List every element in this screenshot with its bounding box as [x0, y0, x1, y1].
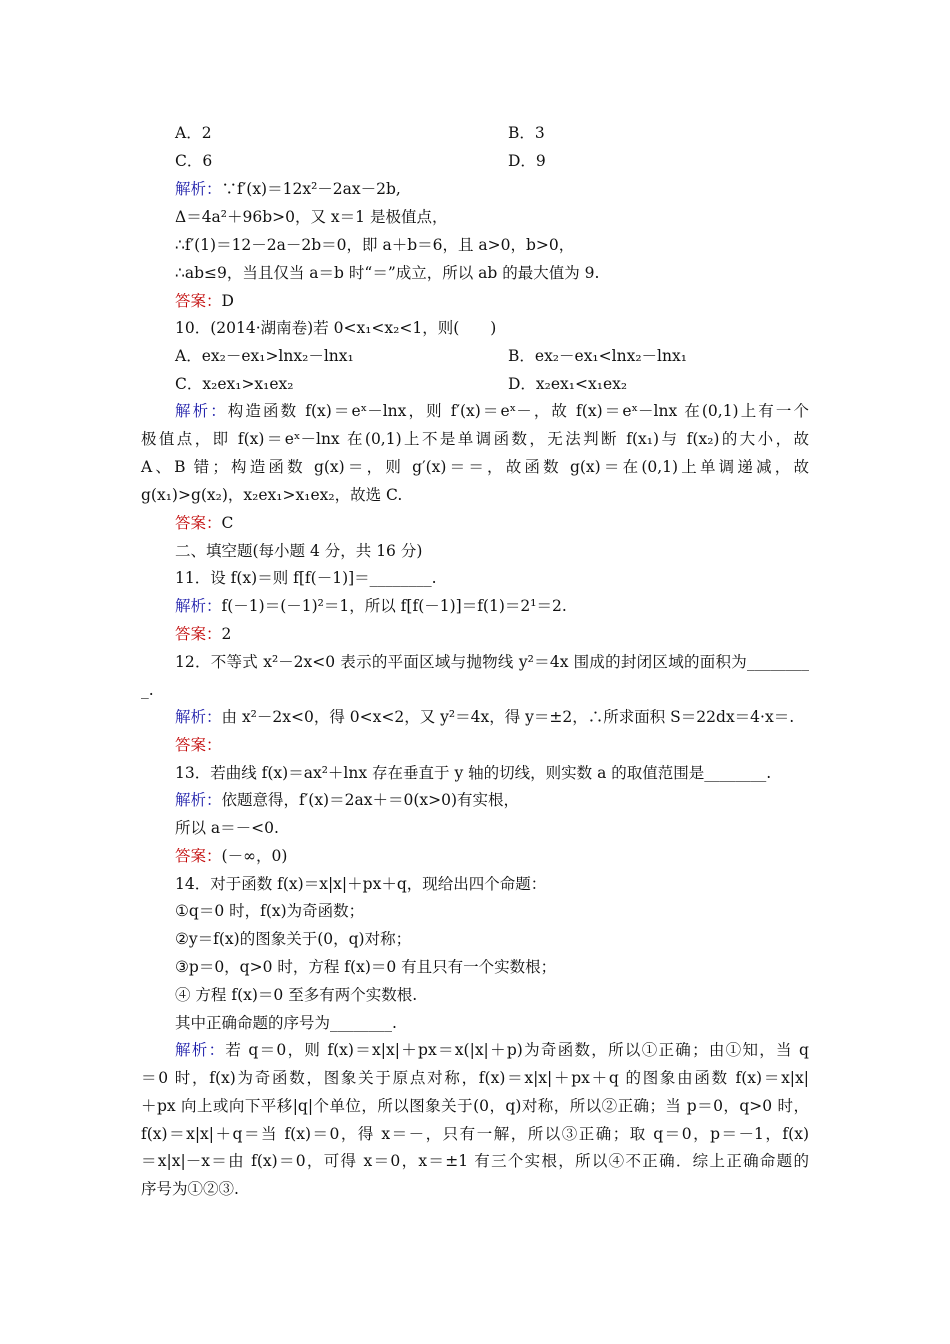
q14-proposition: ①q＝0 时，f(x)为奇函数；	[175, 902, 365, 920]
q10-stem: 10．(2014·湖南卷)若 0<x₁<x₂<1，则( )	[175, 319, 497, 337]
answer-label: 答案：	[175, 625, 222, 643]
q10-analysis-line: 解析：构造函数 f(x)＝eˣ－lnx，则 f′(x)＝eˣ－，故 f(x)＝eˣ－lnx 在(0,1)上有一个	[175, 402, 809, 420]
q14-ask: 其中正确命题的序号为________.	[175, 1014, 397, 1032]
q9-option-a: A．2	[175, 124, 212, 142]
q13-stem: 13．若曲线 f(x)＝ax²＋lnx 存在垂直于 y 轴的切线，则实数 a 的取值范围是________.	[175, 764, 772, 782]
analysis-label: 解析：	[175, 791, 222, 809]
q11-answer: 答案：2	[175, 625, 232, 643]
q9-analysis-line: ∴f′(1)＝12－2a－2b＝0，即 a＋b＝6，且 a>0，b>0，	[175, 236, 575, 254]
q12-answer	[175, 735, 222, 755]
answer-label: 答案：	[175, 292, 222, 310]
q10-option-a: A．ex₂－ex₁>lnx₂－lnx₁	[175, 347, 354, 365]
analysis-label: 解析：	[175, 402, 228, 420]
q14-analysis-line: 序号为①②③.	[141, 1180, 239, 1198]
answer-label: 答案：	[175, 847, 222, 865]
q10-analysis-line: 极值点，即 f(x)＝eˣ－lnx 在(0,1)上不是单调函数，无法判断 f(x₁)与 f(x₂)的大小，故	[141, 430, 809, 448]
q14-proposition: ③p＝0，q>0 时，方程 f(x)＝0 有且只有一个实数根；	[175, 958, 557, 976]
q12-analysis: 解析：由 x²－2x<0，得 0<x<2，又 y²＝4x，得 y＝±2，∴所求面积 S＝22dx＝4·x＝.	[175, 708, 795, 726]
q10-analysis-line: g(x₁)>g(x₂)，x₂ex₁>x₁ex₂，故选 C.	[141, 486, 403, 504]
q9-analysis-line: ∴ab≤9，当且仅当 a＝b 时“＝”成立，所以 ab 的最大值为 9.	[175, 264, 600, 282]
q13-answer: 答案：(－∞，0)	[175, 847, 288, 865]
q9-analysis-line: Δ＝4a²＋96b>0，又 x＝1 是极值点，	[175, 208, 448, 226]
section-heading: 二、填空题(每小题 4 分，共 16 分)	[175, 542, 423, 560]
q10-option-b: B．ex₂－ex₁<lnx₂－lnx₁	[508, 347, 687, 365]
q14-proposition: ②y＝f(x)的图象关于(0，q)对称；	[175, 930, 412, 948]
q9-option-c: C．6	[175, 152, 213, 170]
analysis-label: 解析：	[175, 180, 222, 198]
q10-option-c: C．x₂ex₁>x₁ex₂	[175, 375, 294, 393]
q13-analysis: 解析：依题意得，f′(x)＝2ax＋＝0(x>0)有实根，	[175, 791, 519, 809]
q11-stem: 11．设 f(x)＝则 f[f(－1)]＝________.	[175, 569, 437, 587]
q9-option-b: B．3	[508, 124, 545, 142]
q14-stem: 14．对于函数 f(x)＝x|x|＋px＋q，现给出四个命题：	[175, 875, 547, 893]
answer-label: 答案：	[175, 514, 222, 532]
q14-analysis-line: ＝0 时，f(x)为奇函数，图象关于原点对称，f(x)＝x|x|＋px＋q 的图象由函数 f(x)＝x|x|	[141, 1069, 809, 1087]
q9-answer: 答案：D	[175, 292, 234, 310]
q14-analysis-line: 解析：若 q＝0，则 f(x)＝x|x|＋px＝x(|x|＋p)为奇函数，所以①正确；由①知，当 q	[175, 1041, 809, 1059]
q14-analysis-line: ＋px 向上或向下平移|q|个单位，所以图象关于(0，q)对称，所以②正确；当 p＝0，q>0 时，	[141, 1097, 809, 1115]
q10-option-d: D．x₂ex₁<x₁ex₂	[508, 375, 628, 393]
q14-proposition: ④ 方程 f(x)＝0 至多有两个实数根.	[175, 986, 418, 1004]
q13-analysis-line: 所以 a＝－<0.	[175, 819, 279, 837]
analysis-label: 解析：	[175, 1041, 226, 1059]
q10-answer: 答案：C	[175, 514, 234, 532]
q14-analysis-line: f(x)＝x|x|＋q＝当 f(x)＝0，得 x＝－，只有一解，所以③正确；取 q＝0，p＝－1，f(x)	[141, 1125, 809, 1143]
answer-label: 答案：	[175, 736, 222, 754]
q12-stem-tail: _.	[141, 681, 154, 699]
analysis-label: 解析：	[175, 597, 222, 615]
q12-stem: 12．不等式 x²－2x<0 表示的平面区域与抛物线 y²＝4x 围成的封闭区域的面积为________	[175, 653, 809, 671]
q9-option-d: D．9	[508, 152, 546, 170]
q9-analysis-line: 解析：∵f′(x)＝12x²－2ax－2b,	[175, 180, 401, 198]
q10-analysis-line: A、B 错；构造函数 g(x)＝，则 g′(x)＝＝，故函数 g(x)＝在(0,1)上单调递减，故	[141, 458, 809, 476]
analysis-label: 解析：	[175, 708, 222, 726]
q14-analysis-line: ＝x|x|－x＝由 f(x)＝0，可得 x＝0，x＝±1 有三个实根，所以④不正确．综上正确命题的	[141, 1152, 809, 1170]
q11-analysis: 解析：f(－1)＝(－1)²＝1，所以 f[f(－1)]＝f(1)＝2¹＝2.	[175, 597, 567, 615]
